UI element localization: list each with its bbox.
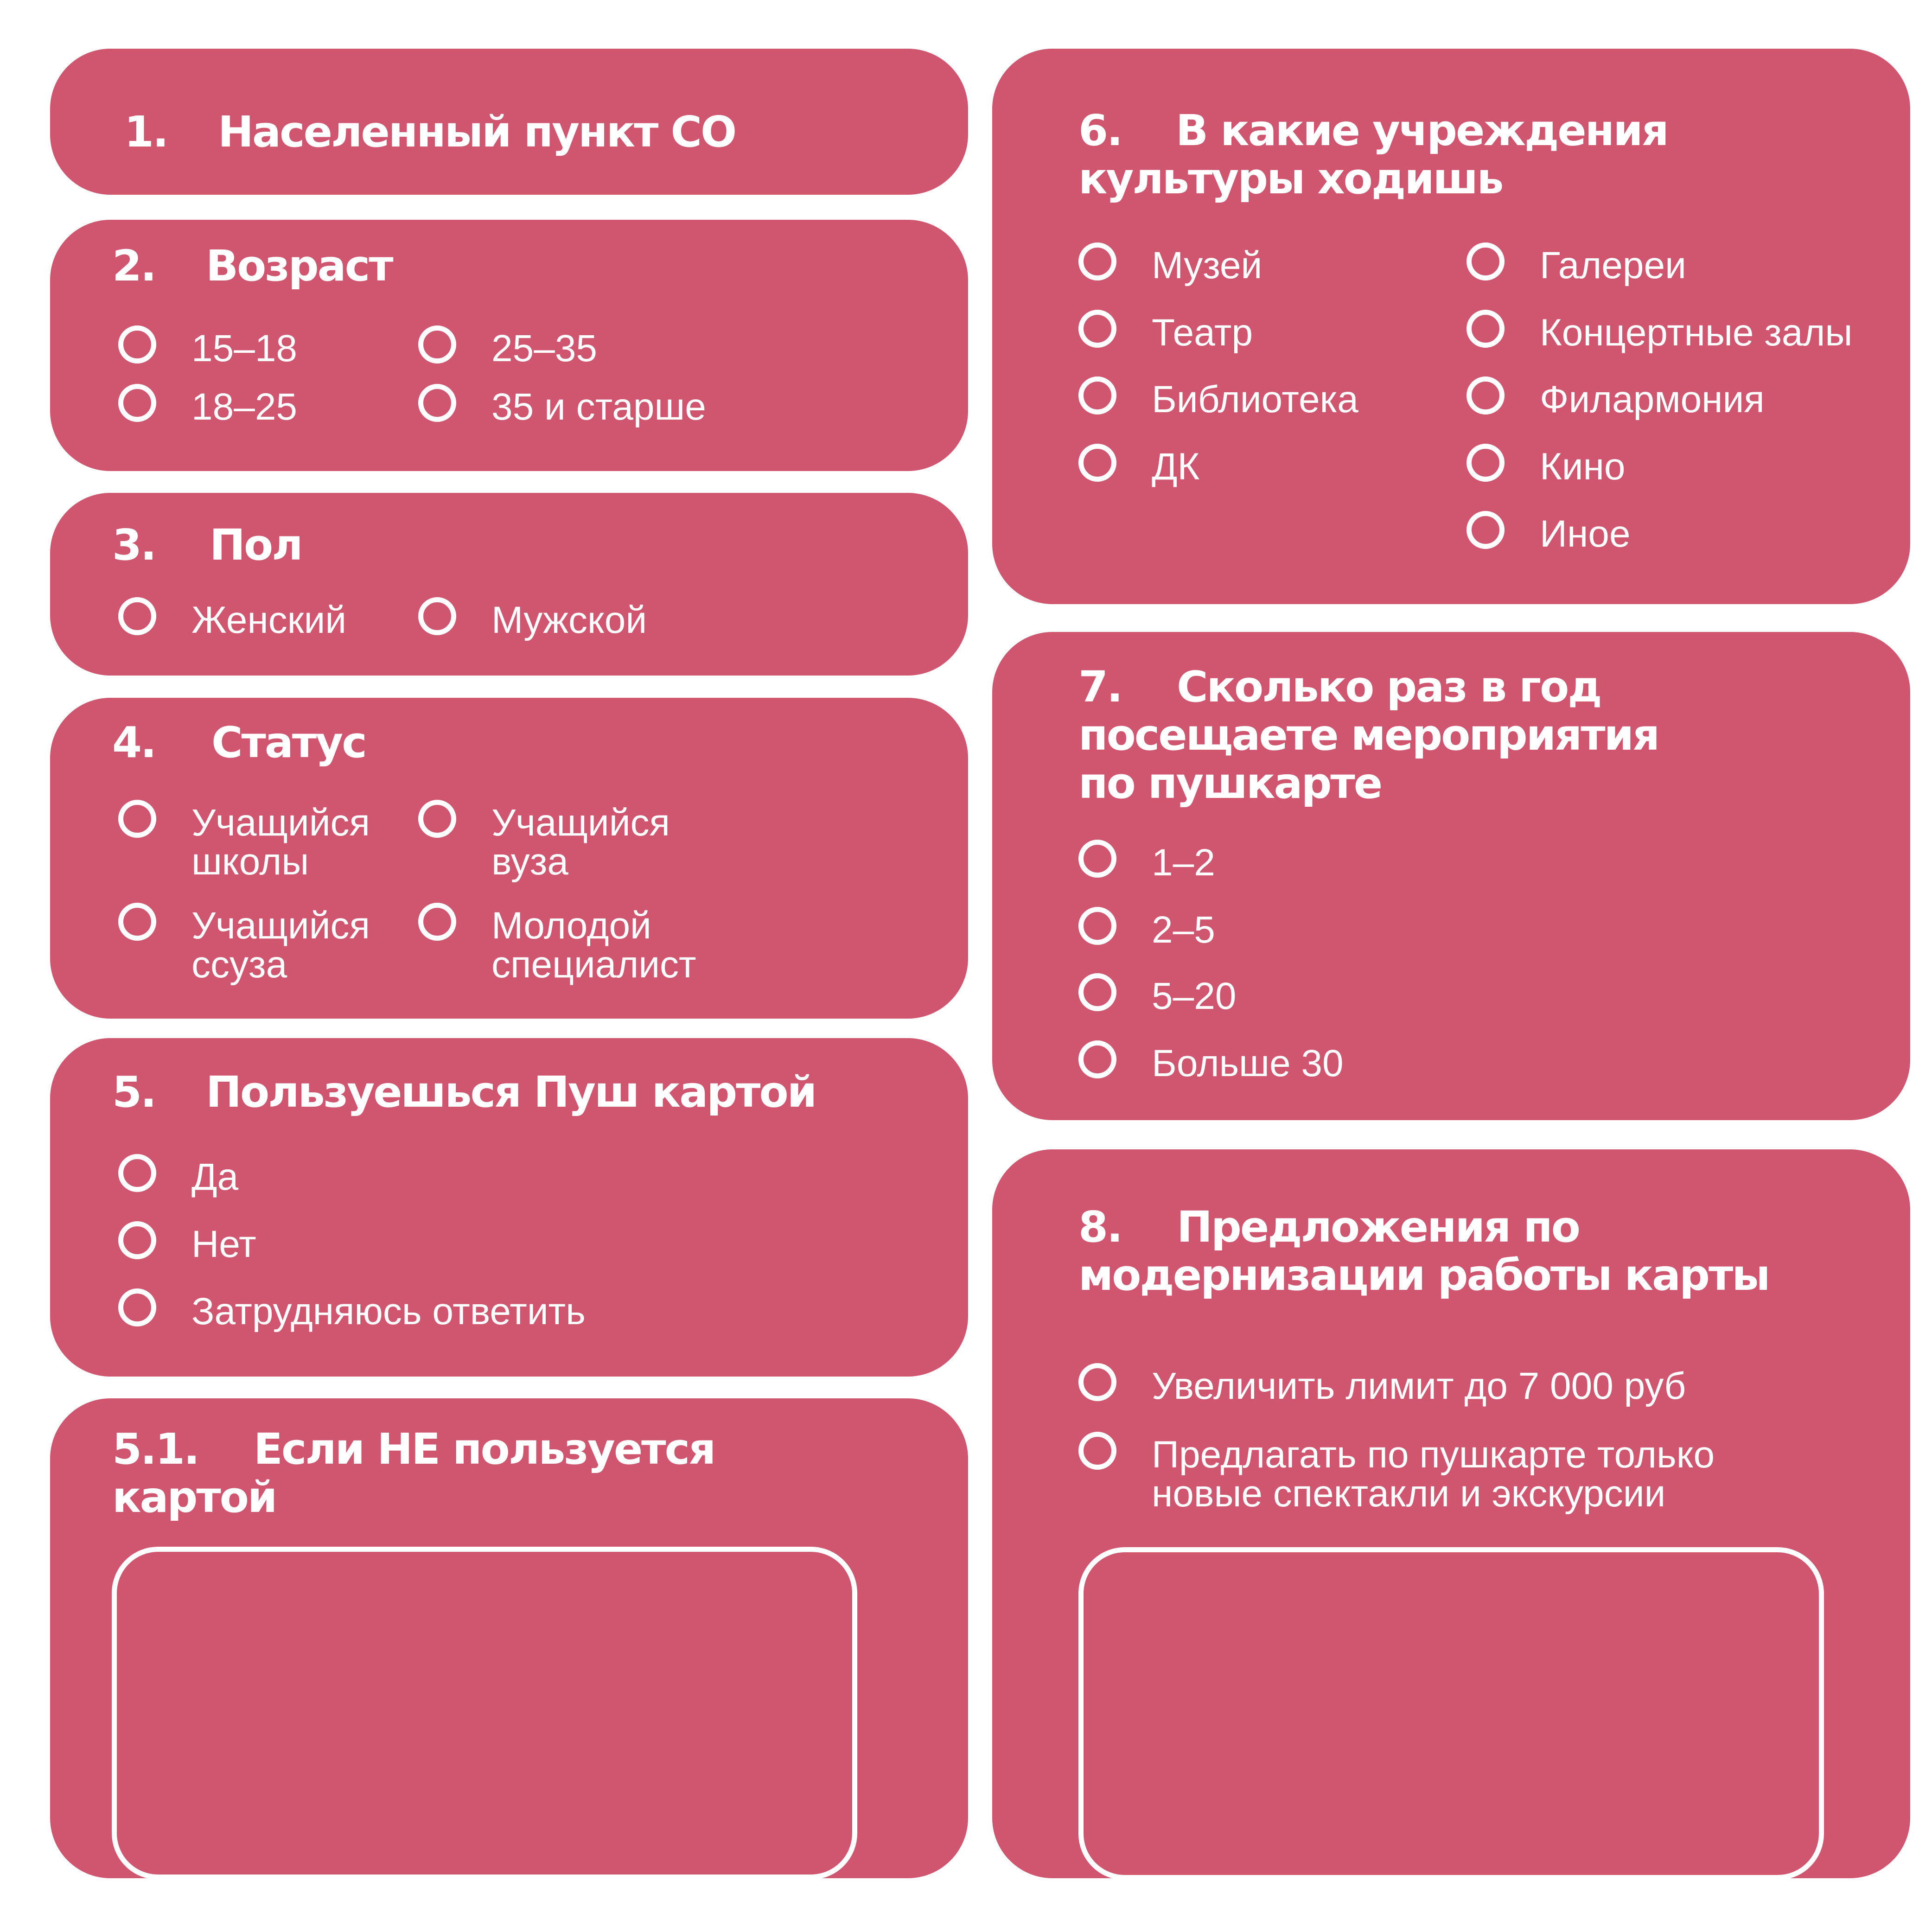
option-label: Театр xyxy=(1152,312,1253,354)
question-8-card xyxy=(992,1149,1910,1878)
radio-button[interactable] xyxy=(1078,1040,1116,1078)
option-more-30[interactable] xyxy=(1078,1044,1344,1083)
option-label-line1: Молодой xyxy=(491,905,651,947)
option-theatre[interactable] xyxy=(1078,313,1253,352)
question-text-line1: Предложения по xyxy=(1177,1202,1579,1252)
radio-button[interactable] xyxy=(1078,973,1116,1011)
question-text-line2: модернизации работы карты xyxy=(1078,1250,1769,1300)
question-2-title xyxy=(112,242,392,290)
option-increase-limit[interactable] xyxy=(1078,1367,1686,1406)
radio-button[interactable] xyxy=(418,597,456,635)
option-label: 25–35 xyxy=(491,327,598,370)
option-label: Женский xyxy=(191,599,347,641)
option-label: Да xyxy=(191,1156,239,1198)
question-number: 3. xyxy=(112,520,155,570)
radio-button[interactable] xyxy=(118,1221,156,1259)
option-label: 35 и старше xyxy=(491,386,706,428)
question-4-card xyxy=(50,698,968,1019)
question-number: 4. xyxy=(112,718,155,767)
option-label: Мужской xyxy=(491,599,647,641)
radio-button[interactable] xyxy=(418,325,456,363)
answer-text-area[interactable] xyxy=(112,1547,857,1880)
question-5-card xyxy=(50,1038,968,1377)
answer-text-area[interactable] xyxy=(1078,1547,1824,1880)
radio-button[interactable] xyxy=(118,1154,156,1192)
radio-button[interactable] xyxy=(1078,242,1116,281)
radio-button[interactable] xyxy=(1078,907,1116,945)
question-number: 8. xyxy=(1078,1202,1122,1252)
question-number: 2. xyxy=(112,241,155,291)
question-4-title xyxy=(112,719,366,767)
option-label xyxy=(1152,1367,1686,1406)
option-female[interactable] xyxy=(118,601,346,640)
option-label-line2: школы xyxy=(191,841,309,883)
question-text-line3: по пушкарте xyxy=(1078,759,1382,808)
option-label-line2: ссуза xyxy=(191,944,287,986)
option-label: 18–25 xyxy=(191,386,298,428)
option-philharmonic[interactable] xyxy=(1467,380,1765,419)
question-text-line1: Сколько раз в год xyxy=(1177,662,1601,712)
question-text: Пользуешься Пуш картой xyxy=(206,1067,816,1117)
option-label-line1: Предлагать по пушкарте только xyxy=(1152,1434,1715,1476)
option-college-student[interactable] xyxy=(118,906,370,984)
option-label: Кино xyxy=(1540,446,1626,488)
question-text: Возраст xyxy=(206,241,392,291)
option-label: 15–18 xyxy=(191,327,298,370)
option-other[interactable] xyxy=(1467,515,1630,554)
option-15-18[interactable] xyxy=(118,329,297,368)
option-concert-halls[interactable] xyxy=(1467,313,1852,352)
radio-button[interactable] xyxy=(418,903,456,941)
option-label xyxy=(491,803,670,881)
option-label-line1: Учащийся xyxy=(191,905,370,947)
question-1-title xyxy=(124,108,735,156)
question-2-card xyxy=(50,220,968,471)
question-text: Статус xyxy=(211,718,366,767)
option-label-line2: специалист xyxy=(491,944,696,986)
option-young-specialist[interactable] xyxy=(418,906,696,984)
option-label: Библиотека xyxy=(1152,378,1358,421)
radio-button[interactable] xyxy=(1467,242,1505,281)
question-text-line2: культуры ходишь xyxy=(1078,154,1503,204)
option-label: Музей xyxy=(1152,244,1262,287)
option-label: 5–20 xyxy=(1152,975,1237,1017)
option-label-line2: вуза xyxy=(491,841,568,883)
question-5-1-title xyxy=(112,1425,714,1522)
option-label: 2–5 xyxy=(1152,909,1215,951)
option-35-plus[interactable] xyxy=(418,388,706,427)
option-label-line1: Учащийся xyxy=(191,802,370,844)
question-number: 6. xyxy=(1078,106,1122,155)
option-label xyxy=(491,906,696,984)
question-6-title xyxy=(1078,107,1668,203)
question-7-card xyxy=(992,632,1910,1120)
question-5-title xyxy=(112,1068,816,1116)
question-3-title xyxy=(112,521,302,569)
option-label: Галереи xyxy=(1540,244,1686,287)
option-no[interactable] xyxy=(118,1225,256,1264)
option-university-student[interactable] xyxy=(418,803,670,881)
radio-button[interactable] xyxy=(418,800,456,838)
option-label: Нет xyxy=(191,1223,256,1265)
question-5-1-card xyxy=(50,1398,968,1878)
radio-button[interactable] xyxy=(118,800,156,838)
option-5-20[interactable] xyxy=(1078,977,1236,1016)
radio-button[interactable] xyxy=(1078,840,1116,878)
option-25-35[interactable] xyxy=(418,329,597,368)
question-text: Населенный пункт СО xyxy=(218,107,736,157)
option-galleries[interactable] xyxy=(1467,246,1686,285)
option-label-line1: Учащийся xyxy=(491,802,670,844)
radio-button[interactable] xyxy=(118,903,156,941)
radio-button[interactable] xyxy=(1078,376,1116,414)
option-18-25[interactable] xyxy=(118,388,297,427)
question-number: 1. xyxy=(124,107,167,157)
radio-button[interactable] xyxy=(1467,376,1505,414)
option-label: Филармония xyxy=(1540,378,1765,421)
question-number: 5.1. xyxy=(112,1424,198,1474)
radio-button[interactable] xyxy=(118,1288,156,1326)
option-new-shows[interactable] xyxy=(1078,1435,1715,1513)
radio-button[interactable] xyxy=(1467,444,1505,482)
option-label: Больше 30 xyxy=(1152,1042,1344,1084)
question-7-title xyxy=(1078,663,1658,808)
option-museum[interactable] xyxy=(1078,246,1262,285)
option-male[interactable] xyxy=(418,601,647,640)
question-text-line1: В какие учреждения xyxy=(1176,106,1668,155)
question-1-card xyxy=(50,49,968,195)
option-label-line1: Увеличить лимит до 7 000 руб xyxy=(1152,1365,1686,1407)
radio-button[interactable] xyxy=(118,597,156,635)
radio-button[interactable] xyxy=(1078,444,1116,482)
radio-button[interactable] xyxy=(118,384,156,422)
radio-button[interactable] xyxy=(1467,310,1505,348)
radio-button[interactable] xyxy=(1078,1432,1116,1470)
option-2-5[interactable] xyxy=(1078,911,1215,950)
question-number: 7. xyxy=(1078,662,1122,712)
radio-button[interactable] xyxy=(118,325,156,363)
question-number: 5. xyxy=(112,1067,155,1117)
question-3-card xyxy=(50,493,968,676)
option-1-2[interactable] xyxy=(1078,843,1215,882)
question-text-line2: картой xyxy=(112,1473,276,1522)
option-label: Концертные залы xyxy=(1540,312,1853,354)
option-cinema[interactable] xyxy=(1467,447,1625,486)
question-text-line1: Если НЕ пользуется xyxy=(253,1424,715,1474)
option-label xyxy=(1152,1435,1715,1513)
radio-button[interactable] xyxy=(1467,511,1505,549)
option-library[interactable] xyxy=(1078,380,1358,419)
radio-button[interactable] xyxy=(1078,310,1116,348)
radio-button[interactable] xyxy=(1078,1363,1116,1401)
question-6-card xyxy=(992,49,1910,604)
question-text: Пол xyxy=(210,520,302,570)
option-label-line2: новые спектакли и экскурсии xyxy=(1152,1473,1666,1515)
option-label: ДК xyxy=(1152,446,1200,488)
option-school-student[interactable] xyxy=(118,803,370,881)
option-label: Иное xyxy=(1540,513,1631,555)
radio-button[interactable] xyxy=(418,384,456,422)
option-dk[interactable] xyxy=(1078,447,1199,486)
option-label: Затрудняюсь ответить xyxy=(191,1290,586,1333)
option-label: 1–2 xyxy=(1152,842,1215,884)
question-8-title xyxy=(1078,1203,1769,1300)
option-label xyxy=(191,803,370,881)
option-not-sure[interactable] xyxy=(118,1292,586,1331)
question-text-line2: посещаете мероприятия xyxy=(1078,710,1659,760)
option-label xyxy=(191,906,370,984)
option-yes[interactable] xyxy=(118,1158,238,1197)
